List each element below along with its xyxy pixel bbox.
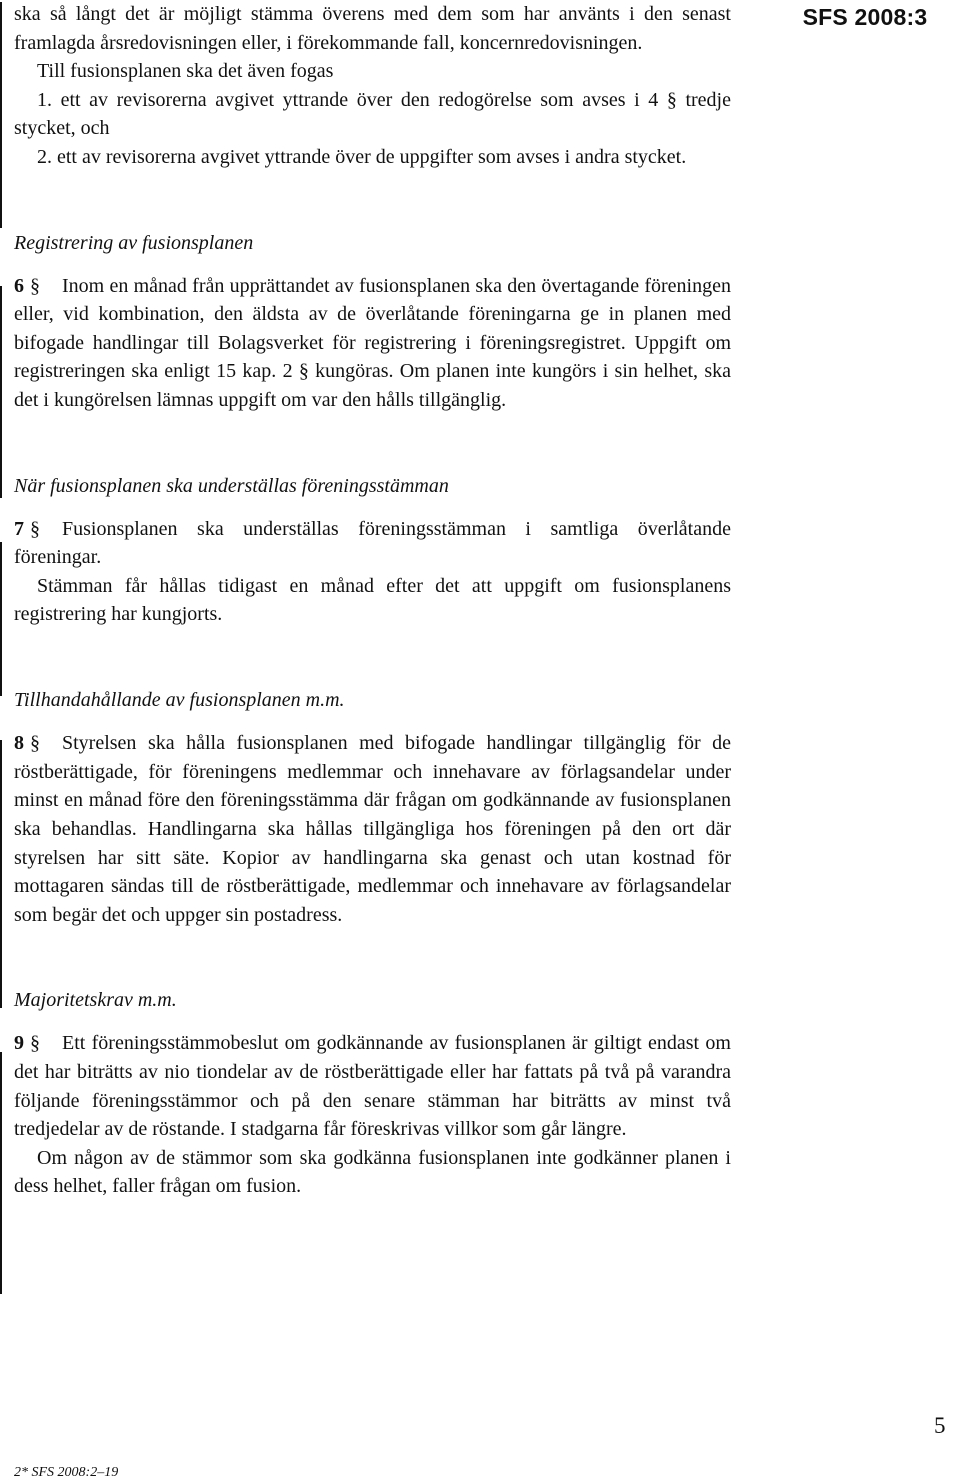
section-heading: Majoritetskrav m.m. bbox=[14, 989, 177, 1012]
main-column bbox=[14, 0, 731, 1201]
section-spacer bbox=[14, 172, 731, 229]
section-text: Inom en månad från upprättandet av fusionsplanen ska den övertagande föreningen eller, vid kombination, den äldsta av de överlåtande föreningarna ge in planen med bifogade handlingar till Bolagsverket för registrering i föreningsregistret. Uppgift om registreringen ska enligt 15 kap. 2 § kungöras. Om planen inte kungörs i sin helhet, ska det i kungörelsen lämnas uppgift om var den hålls tillgänglig. bbox=[14, 274, 731, 412]
section-number: 6 bbox=[14, 274, 24, 297]
heading-spacer bbox=[14, 500, 731, 514]
change-bar-section-6 bbox=[0, 286, 2, 498]
section-heading: När fusionsplanen ska underställas föreningsstämman bbox=[14, 474, 449, 497]
section-number: 8 bbox=[14, 732, 24, 755]
section-sign: § bbox=[30, 274, 40, 297]
sfs-header: SFS 2008:3 bbox=[802, 4, 928, 30]
intro-list-item: 2. ett av revisorerna avgivet yttrande över de uppgifter som avses i andra stycket. bbox=[37, 145, 687, 168]
section-heading: Tillhandahållande av fusionsplanen m.m. bbox=[14, 689, 345, 712]
section-spacer bbox=[14, 415, 731, 472]
section-paragraph bbox=[14, 272, 731, 415]
section-text: Fusionsplanen ska underställas föreningsstämman i samtliga överlåtande föreningar. bbox=[14, 517, 731, 569]
section-number: 7 bbox=[14, 517, 24, 540]
change-bar-section-7 bbox=[0, 542, 2, 696]
section-7 bbox=[14, 472, 731, 629]
section-8 bbox=[14, 686, 731, 929]
section-text: Ett föreningsstämmobeslut om godkännande av fusionsplanen är giltigt endast om det har biträtts av nio tiondelar av de röstberättigade eller har fattats på två på varandra följande föreningsstämmor och på den senare stämman har biträtts av minst två tredjedelar av de röstande. I stadgarna får föreskrivas villkor som går längre. bbox=[14, 1032, 731, 1141]
page-number: 5 bbox=[934, 1413, 946, 1438]
section-paragraph bbox=[14, 729, 731, 929]
section-6 bbox=[14, 229, 731, 415]
section-number: 9 bbox=[14, 1032, 24, 1055]
change-bar-section-8 bbox=[0, 740, 2, 1008]
section-paragraph bbox=[14, 515, 731, 572]
footer-print-ref: 2* SFS 2008:2–19 bbox=[14, 1465, 119, 1480]
heading-spacer bbox=[14, 715, 731, 729]
change-bar-section-9 bbox=[0, 1052, 2, 1294]
section-paragraph bbox=[14, 1029, 731, 1143]
section-sign: § bbox=[30, 732, 40, 755]
section-text: Styrelsen ska hålla fusionsplanen med bifogade handlingar tillgänglig för de röstberättigade, för föreningens medlemmar och innehavare av förlagsandelar under minst en månad före den föreningsstämma där frågan om godkännande av fusionsplanen ska behandlas. Handlingarna ska hållas tillgängliga hos föreningen på den ort där styrelsen har sitt säte. Kopior av handlingarna ska genast och utan kostnad för mottagaren sändas till de röstberättigade, medlemmar och innehavare av förlagsandelar som begär det och uppger sin postadress. bbox=[14, 732, 731, 926]
intro-list-item: 1. ett av revisorerna avgivet yttrande över den redogörelse som avses i 4 § tredje stycket, och bbox=[14, 88, 731, 140]
change-bar-intro bbox=[0, 2, 2, 228]
heading-spacer bbox=[14, 257, 731, 271]
section-heading: Registrering av fusionsplanen bbox=[14, 231, 254, 254]
section-paragraph-continued: Stämman får hållas tidigast en månad efter det att uppgift om fusionsplanens registrering har kungjorts. bbox=[14, 574, 731, 626]
section-9 bbox=[14, 986, 731, 1200]
intro-attachment-lead: Till fusionsplanen ska det även fogas bbox=[37, 60, 334, 83]
intro-continuation: ska så långt det är möjligt stämma överens med dem som har använts i den senast framlagda årsredovisningen eller, i förekommande fall, koncernredovisningen. bbox=[14, 3, 731, 54]
section-paragraph-continued: Om någon av de stämmor som ska godkänna fusionsplanen inte godkänner planen i dess helhet, faller frågan om fusion. bbox=[14, 1146, 731, 1198]
section-sign: § bbox=[30, 517, 40, 540]
heading-spacer bbox=[14, 1015, 731, 1029]
section-sign: § bbox=[30, 1032, 40, 1055]
section-spacer bbox=[14, 629, 731, 686]
section-spacer bbox=[14, 929, 731, 986]
